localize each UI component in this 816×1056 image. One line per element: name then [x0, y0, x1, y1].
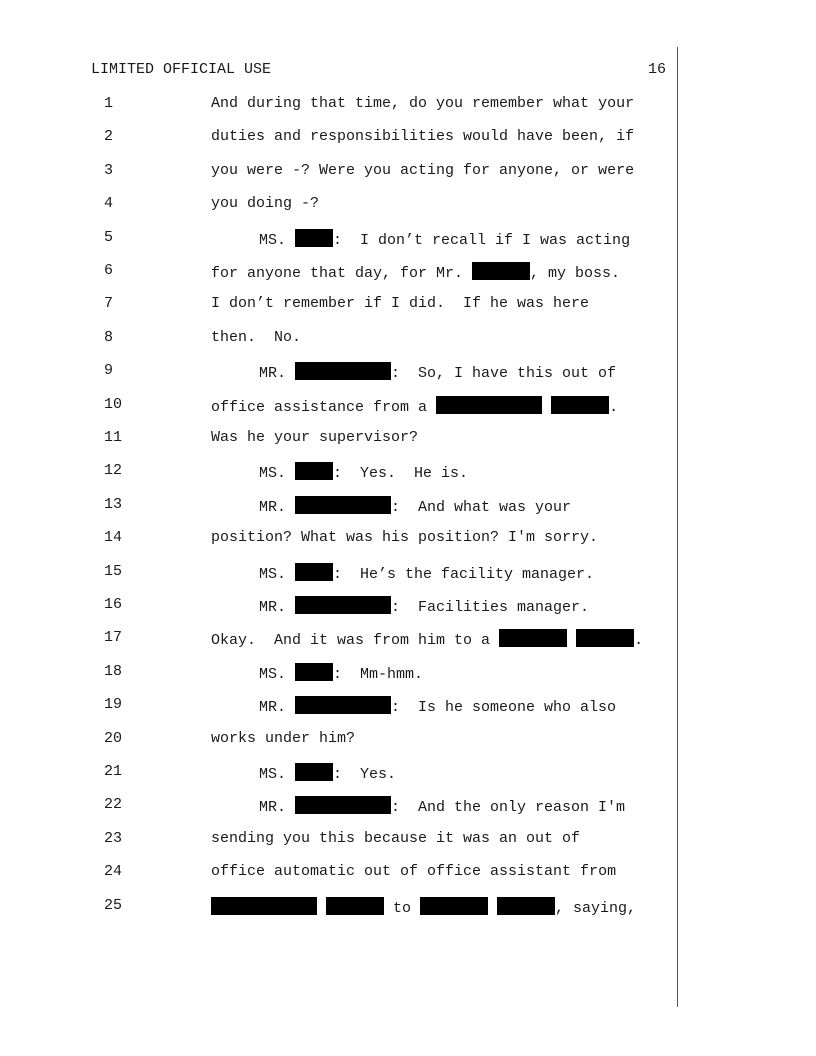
transcript-line [0, 128, 700, 152]
text-segment: : Mm-hmm. [333, 665, 424, 683]
line-number: 17 [104, 629, 123, 647]
text-segment: office automatic out of office assistant from [211, 863, 617, 881]
line-text [259, 796, 625, 816]
line-number: 23 [104, 829, 123, 847]
text-segment: : And what was your [391, 498, 572, 516]
line-number: 9 [104, 362, 114, 380]
redaction-block [436, 396, 542, 414]
text-segment [542, 399, 551, 416]
line-number: 18 [104, 662, 123, 680]
text-segment: MS. [259, 766, 296, 783]
redaction-block [295, 229, 333, 247]
line-number: 8 [104, 328, 114, 346]
line-text [259, 362, 616, 382]
line-number: 5 [104, 228, 114, 246]
line-number: 15 [104, 562, 123, 580]
redaction-block [295, 496, 391, 514]
text-segment: MR. [259, 799, 296, 817]
line-text [211, 162, 634, 179]
transcript-line [0, 95, 700, 119]
line-text [259, 696, 616, 716]
line-text [211, 295, 589, 312]
transcript-line [0, 262, 700, 286]
text-segment: : And the only reason I'm [391, 799, 626, 817]
text-segment: sending you this because it was an out of [211, 829, 581, 847]
line-number: 6 [104, 262, 114, 279]
transcript-line [0, 462, 700, 486]
classification-header: LIMITED OFFICIAL USE [91, 61, 272, 78]
transcript-line [0, 162, 700, 186]
redaction-block [295, 362, 391, 380]
redaction-block [420, 897, 488, 915]
transcript-line [0, 897, 700, 921]
transcript-line [0, 863, 700, 887]
line-number: 20 [104, 729, 123, 747]
line-number: 16 [104, 596, 123, 613]
line-number: 14 [104, 529, 123, 547]
line-text [259, 596, 589, 616]
line-text [259, 229, 630, 249]
transcript-line [0, 763, 700, 787]
transcript-line [0, 295, 700, 319]
transcript-line [0, 496, 700, 520]
line-number: 1 [104, 95, 114, 112]
transcript-line [0, 696, 700, 720]
text-segment: position? What was his position? I'm sorry. [211, 529, 599, 547]
text-segment: I don’t remember if I did. If he was here [211, 295, 590, 313]
transcript-line [0, 796, 700, 820]
text-segment: Was he your supervisor? [211, 429, 419, 446]
line-text [211, 863, 616, 880]
redaction-block [295, 796, 391, 814]
transcript-line [0, 529, 700, 553]
text-segment: you were -? Were you acting for anyone, or were [211, 161, 635, 179]
text-segment: duties and responsibilities would have been, if [211, 128, 635, 146]
line-text [211, 95, 634, 112]
line-number: 19 [104, 696, 123, 714]
transcript-line [0, 663, 700, 687]
line-text [211, 629, 643, 649]
transcript-line [0, 830, 700, 854]
line-text [211, 830, 580, 847]
transcript-line [0, 195, 700, 219]
page-number: 16 [648, 61, 667, 78]
text-segment: . [609, 398, 619, 416]
text-segment [567, 632, 576, 649]
transcript-line [0, 730, 700, 754]
line-text [211, 429, 418, 446]
line-number: 22 [104, 796, 123, 814]
transcript-line [0, 362, 700, 386]
line-text [211, 195, 319, 212]
line-number: 2 [104, 128, 114, 146]
text-segment: : He’s the facility manager. [333, 565, 595, 583]
line-number: 21 [104, 763, 123, 780]
line-number: 4 [104, 195, 114, 213]
text-segment: MR. [259, 365, 296, 383]
redaction-block [295, 563, 333, 581]
line-text [211, 262, 620, 282]
transcript-line [0, 596, 700, 620]
line-text [211, 529, 598, 546]
text-segment: . [634, 632, 644, 650]
text-segment: MS. [259, 665, 296, 683]
redaction-block [295, 696, 391, 714]
redaction-block [211, 897, 317, 915]
text-segment: for anyone that day, for Mr. [211, 265, 473, 282]
text-segment: : Yes. He is. [333, 465, 469, 483]
line-number: 7 [104, 295, 114, 313]
text-segment: : So, I have this out of [391, 365, 617, 383]
redaction-block [295, 663, 333, 681]
line-text [211, 897, 636, 917]
text-segment: : Yes. [333, 766, 397, 783]
line-text [259, 462, 468, 482]
transcript-line [0, 429, 700, 453]
line-number: 3 [104, 161, 114, 179]
text-segment: And during that time, do you remember what your [211, 95, 635, 112]
text-segment: MS. [259, 231, 296, 249]
line-number: 13 [104, 495, 123, 513]
line-text [259, 763, 396, 783]
redaction-block [326, 897, 384, 915]
text-segment: : I don’t recall if I was acting [333, 231, 631, 249]
redaction-block [576, 629, 634, 647]
redaction-block [472, 262, 530, 280]
redaction-block [295, 462, 333, 480]
redaction-block [499, 629, 567, 647]
line-number: 25 [104, 896, 123, 914]
redaction-block [497, 897, 555, 915]
transcript-line [0, 329, 700, 353]
text-segment [317, 900, 326, 917]
line-text [259, 496, 571, 516]
redaction-block [295, 763, 333, 781]
text-segment: , my boss. [530, 265, 621, 282]
text-segment: , saying, [555, 899, 637, 917]
transcript-line [0, 396, 700, 420]
text-segment: then. No. [211, 328, 302, 346]
text-segment: : Is he someone who also [391, 699, 617, 717]
transcript-line [0, 229, 700, 253]
text-segment: office assistance from a [211, 398, 437, 416]
text-segment: Okay. And it was from him to a [211, 632, 500, 650]
line-text [211, 396, 618, 416]
text-segment: works under him? [211, 729, 356, 747]
transcript-line [0, 563, 700, 587]
text-segment: : Facilities manager. [391, 599, 590, 616]
text-segment: MS. [259, 465, 296, 483]
line-number: 11 [104, 429, 123, 446]
line-number: 10 [104, 395, 123, 413]
transcript-line [0, 629, 700, 653]
line-text [211, 329, 301, 346]
text-segment: you doing -? [211, 195, 320, 213]
line-text [211, 128, 634, 145]
text-segment: MR. [259, 498, 296, 516]
text-segment [488, 900, 497, 917]
line-number: 24 [104, 863, 123, 881]
text-segment: to [384, 899, 421, 917]
text-segment: MS. [259, 565, 296, 583]
redaction-block [551, 396, 609, 414]
text-segment: MR. [259, 599, 296, 616]
line-text [259, 563, 594, 583]
line-text [259, 663, 423, 683]
line-number: 12 [104, 462, 123, 480]
redaction-block [295, 596, 391, 614]
text-segment: MR. [259, 699, 296, 717]
line-text [211, 730, 355, 747]
